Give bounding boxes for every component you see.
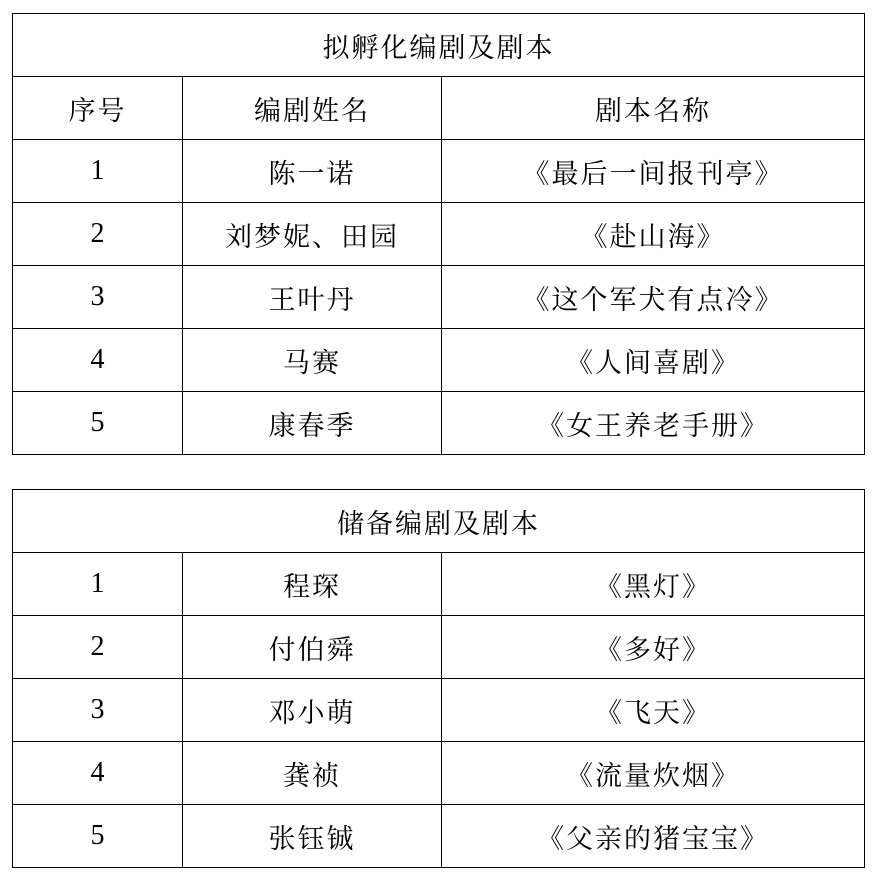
row-script: 《人间喜剧》 [442,329,865,392]
table-row [13,140,865,203]
row-no: 3 [13,679,183,742]
row-writer: 龚祯 [183,742,442,805]
table-row [13,805,865,868]
row-script: 《流量炊烟》 [442,742,865,805]
row-script: 《黑灯》 [442,553,865,616]
row-writer: 刘梦妮、田园 [183,203,442,266]
header-no: 序号 [13,77,183,140]
header-script-name: 剧本名称 [442,77,865,140]
incubation-table [12,13,865,455]
row-no: 5 [13,805,183,868]
table-row [13,266,865,329]
row-writer: 陈一诺 [183,140,442,203]
row-no: 5 [13,392,183,455]
table-row [13,742,865,805]
table-row [13,679,865,742]
incubation-table-title: 拟孵化编剧及剧本 [13,14,865,77]
table-row [13,553,865,616]
table-row [13,329,865,392]
table-row [13,616,865,679]
table-row [13,203,865,266]
row-writer: 付伯舜 [183,616,442,679]
row-script: 《女王养老手册》 [442,392,865,455]
reserve-table-title: 储备编剧及剧本 [13,490,865,553]
row-no: 4 [13,742,183,805]
row-no: 1 [13,553,183,616]
row-script: 《飞天》 [442,679,865,742]
row-no: 1 [13,140,183,203]
row-script: 《这个军犬有点冷》 [442,266,865,329]
row-script: 《赴山海》 [442,203,865,266]
row-script: 《父亲的猪宝宝》 [442,805,865,868]
row-writer: 马赛 [183,329,442,392]
row-script: 《多好》 [442,616,865,679]
row-writer: 康春季 [183,392,442,455]
row-script: 《最后一间报刊亭》 [442,140,865,203]
row-no: 4 [13,329,183,392]
row-no: 3 [13,266,183,329]
row-writer: 张钰铖 [183,805,442,868]
table-title-row [13,14,865,77]
table-title-row [13,490,865,553]
header-writer-name: 编剧姓名 [183,77,442,140]
row-writer: 程琛 [183,553,442,616]
reserve-table [12,489,865,868]
row-no: 2 [13,616,183,679]
row-no: 2 [13,203,183,266]
table-row [13,392,865,455]
row-writer: 邓小萌 [183,679,442,742]
row-writer: 王叶丹 [183,266,442,329]
table-header-row [13,77,865,140]
